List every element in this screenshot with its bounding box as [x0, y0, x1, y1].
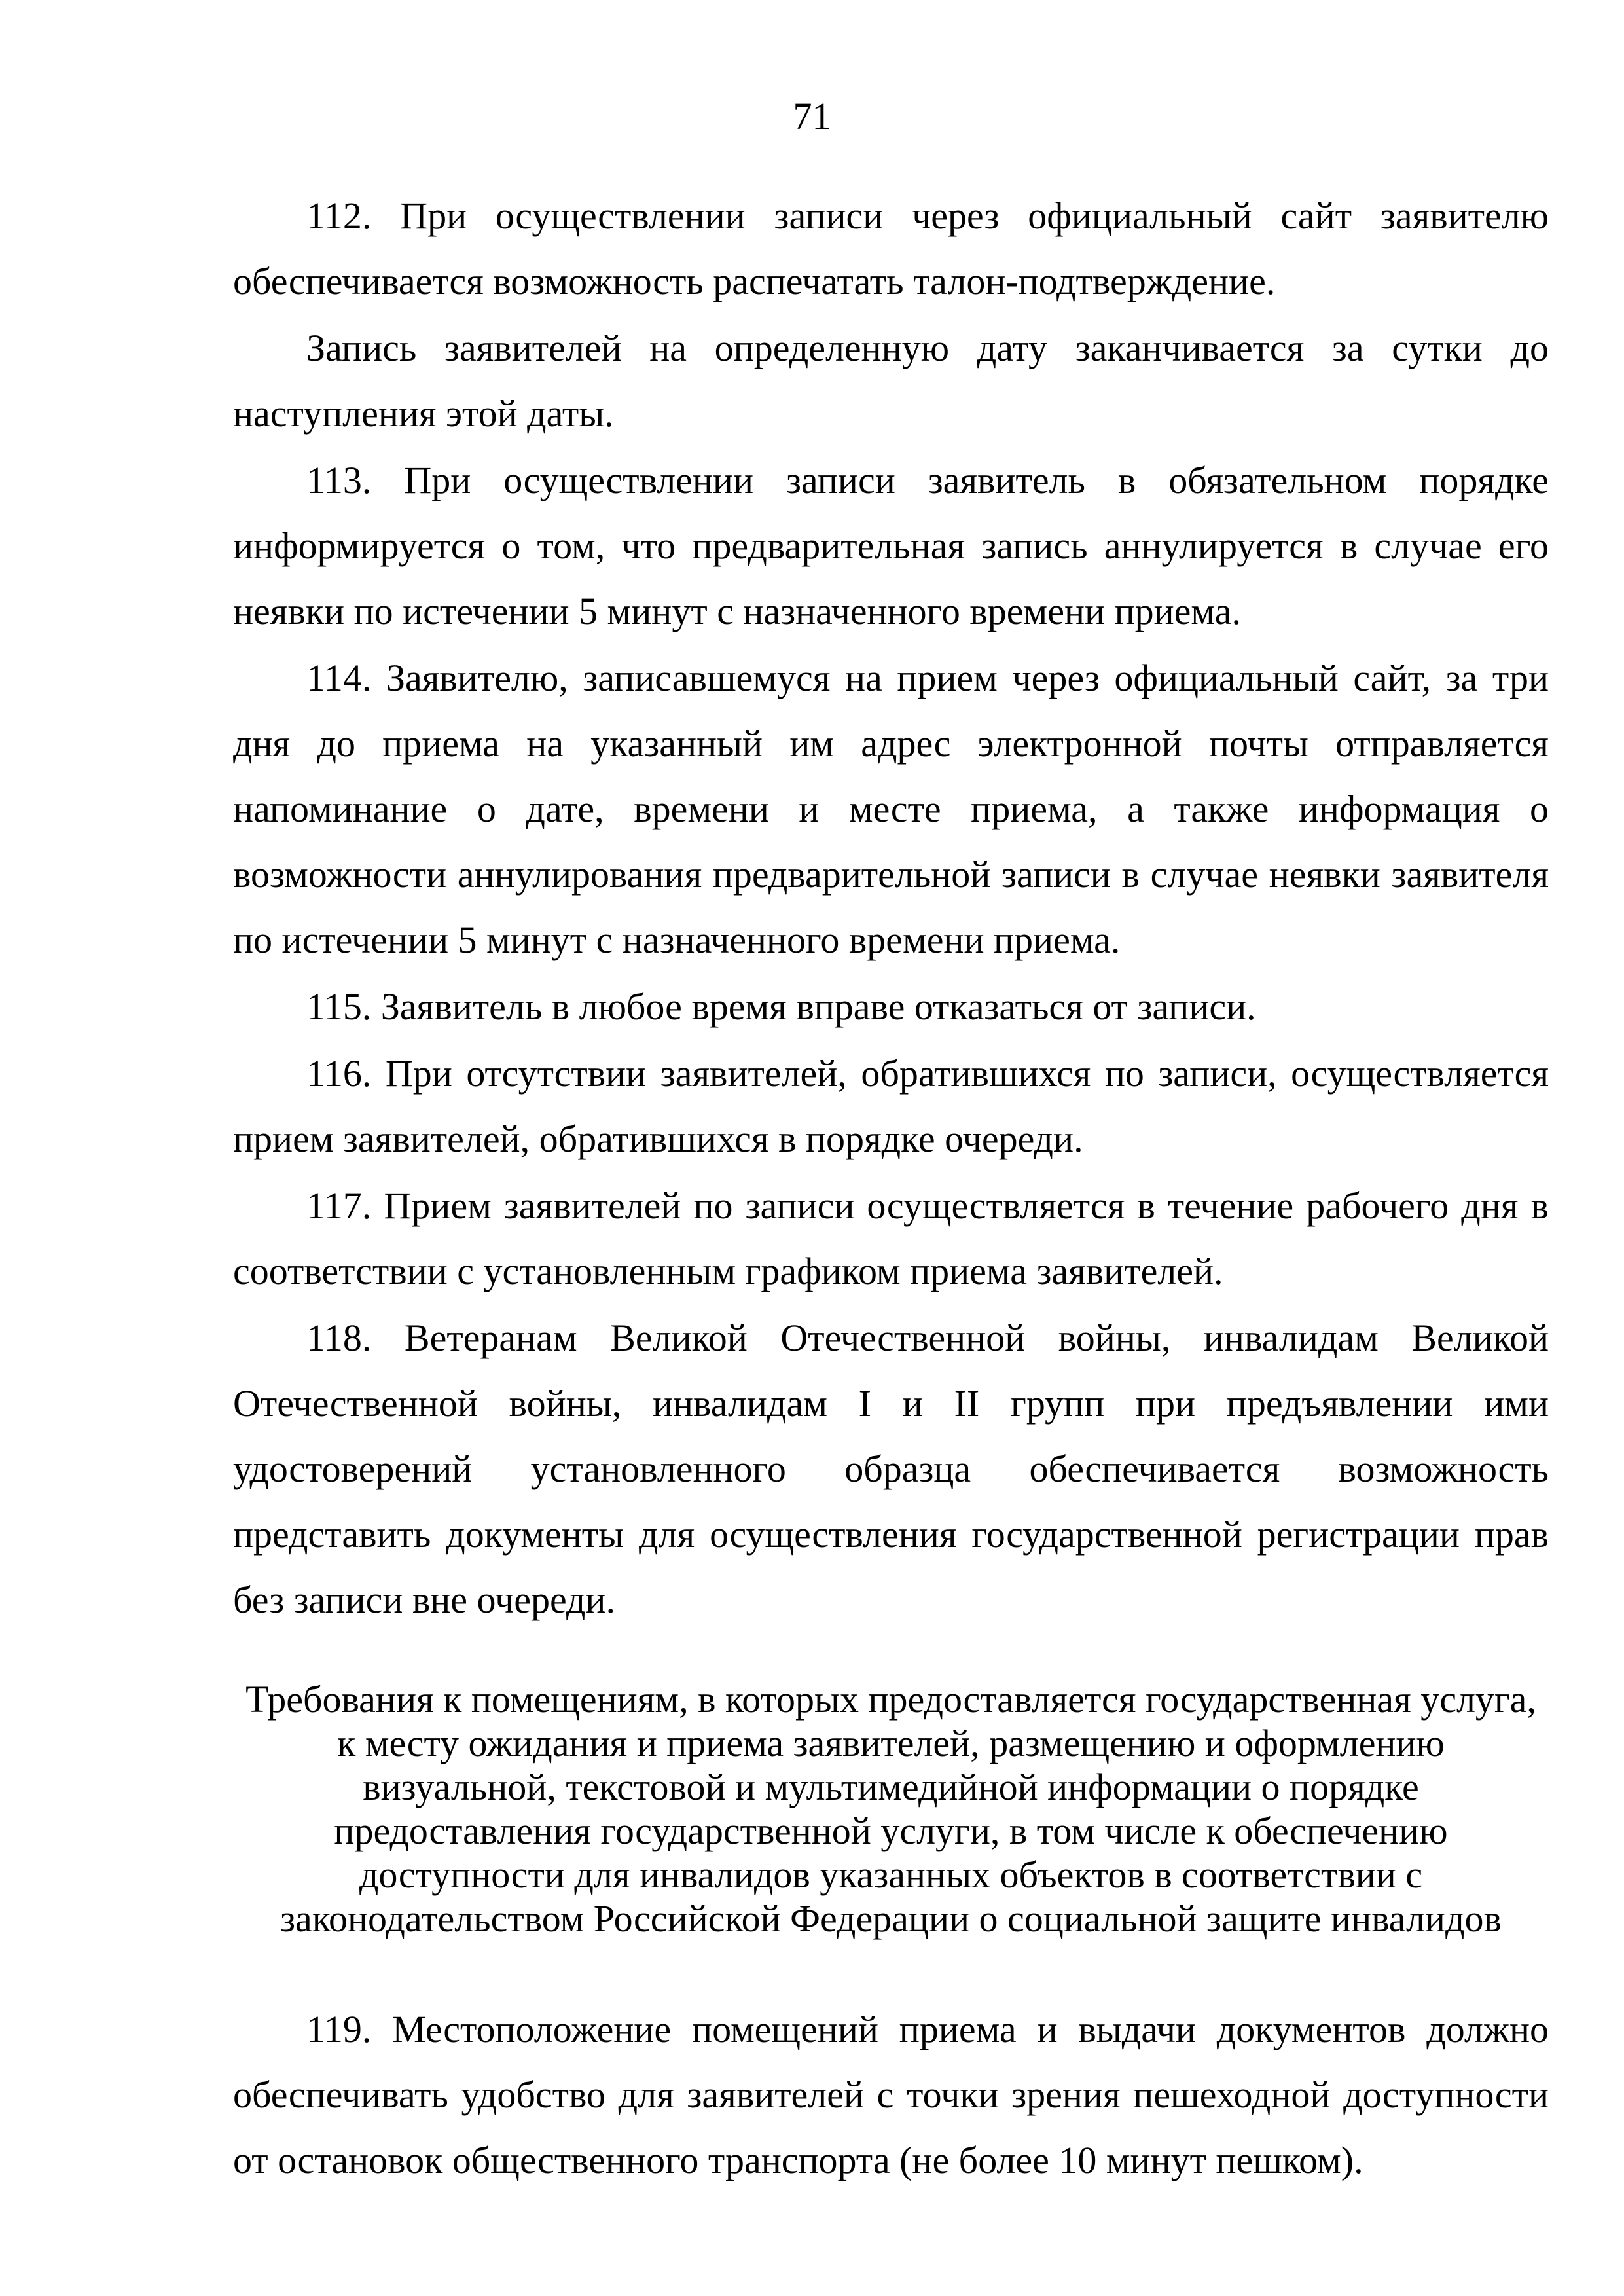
paragraph-113: 113. При осуществлении записи заявитель в обязательном порядке информируется о том, что предварительная запись аннулируется в случае его неявки по истечении 5 минут с назначенного времени приема.: [233, 459, 1549, 632]
paragraph-112: 112. При осуществлении записи через официальный сайт заявителю обеспечивается возможность распечатать талон-подтверждение.: [233, 194, 1549, 302]
section-heading-line: предоставления государственной услуги, в том числе к обеспечению: [334, 1810, 1448, 1852]
paragraph-115: 115. Заявитель в любое время вправе отказаться от записи.: [306, 985, 1256, 1028]
section-heading: [233, 1677, 1549, 1941]
section-heading-line: Требования к помещениям, в которых предоставляется государственная услуга,: [245, 1678, 1536, 1721]
page-number: 71: [793, 95, 831, 137]
section-heading-line: доступности для инвалидов указанных объектов в соответствии с: [359, 1853, 1423, 1896]
paragraph-117: 117. Прием заявителей по записи осуществляется в течение рабочего дня в соответствии с установленным графиком приема заявителей.: [233, 1184, 1549, 1292]
paragraph-119: 119. Местоположение помещений приема и выдачи документов должно обеспечивать удобство для заявителей с точки зрения пешеходной доступности от остановок общественного транспорта (не более 10 минут пешком).: [233, 2008, 1549, 2181]
paragraph-116: 116. При отсутствии заявителей, обратившихся по записи, осуществляется прием заявителей, обратившихся в порядке очереди.: [233, 1052, 1549, 1160]
paragraph-booking-deadline: Запись заявителей на определенную дату заканчивается за сутки до наступления этой даты.: [233, 327, 1549, 435]
section-heading-line: к месту ожидания и приема заявителей, размещению и оформлению: [337, 1722, 1445, 1764]
section-heading-line: законодательством Российской Федерации о социальной защите инвалидов: [280, 1897, 1502, 1940]
paragraph-114: 114. Заявителю, записавшемуся на прием через официальный сайт, за три дня до приема на указанный им адрес электронной почты отправляется напоминание о дате, времени и месте приема, а также информация о возможности аннулирования предварительной записи в случае неявки заявителя по истечении 5 минут с назначенного времени приема.: [233, 657, 1549, 961]
section-heading-line: визуальной, текстовой и мультимедийной информации о порядке: [363, 1766, 1419, 1808]
paragraph-118: 118. Ветеранам Великой Отечественной войны, инвалидам Великой Отечественной войны, инвалидам I и II групп при предъявлении ими удостоверений установленного образца обеспечивается возможность представить документы для осуществления государственной регистрации прав без записи вне очереди.: [233, 1317, 1549, 1621]
